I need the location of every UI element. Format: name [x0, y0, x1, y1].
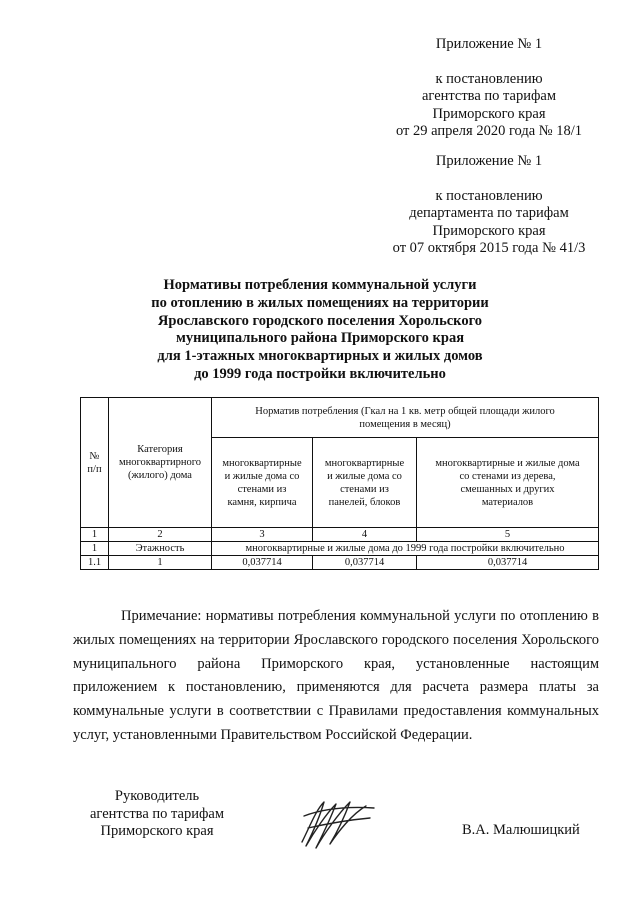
row-category-cell: 1: [109, 556, 212, 570]
column-number-cell: 2: [109, 528, 212, 542]
annex-title: Приложение № 1: [435, 36, 543, 52]
position-line: Приморского края: [100, 823, 214, 839]
column-number-cell: 5: [417, 528, 599, 542]
position-line: агентства по тарифам: [90, 805, 224, 822]
column-number-cell: 1: [81, 528, 109, 542]
title-line: для 1-этажных многоквартирных и жилых домов: [157, 348, 483, 365]
column-number-cell: 3: [212, 528, 313, 542]
annex-line: Приморского края: [432, 222, 546, 239]
title-line: до 1999 года постройки включительно: [194, 365, 446, 382]
handwritten-signature: [296, 796, 380, 856]
title-line: Ярославского городского поселения Хорольского: [157, 312, 483, 329]
annex-header-current: [380, 36, 598, 141]
signatory-position: [82, 788, 232, 841]
annex-line: к постановлению: [435, 187, 543, 204]
subheader-cell-stone-brick: многоквартирные и жилые дома со стенами из камня, кирпича: [212, 438, 313, 528]
annex-header-original: [375, 153, 603, 258]
value-cell-wood-mixed: 0,037714: [417, 556, 599, 570]
column-number-row: [81, 528, 599, 542]
subheader-cell-wood-mixed: многоквартирные и жилые дома со стенами из дерева, смешанных и других материалов: [417, 438, 599, 528]
header-cell-number: № п/п: [81, 398, 109, 528]
title-line: муниципального района Приморского края: [175, 330, 465, 347]
header-cell-norm: Норматив потребления (Гкал на 1 кв. метр общей площади жилого помещения в месяц): [212, 398, 599, 438]
table-row-section: [81, 542, 599, 556]
position-line: Руководитель: [114, 788, 200, 804]
annex-line: департамента по тарифам: [409, 205, 569, 221]
annex-line: к постановлению: [435, 70, 543, 87]
note-section: [73, 605, 599, 748]
annex-title: Приложение № 1: [435, 153, 543, 169]
signatory-name: В.А. Малюшицкий: [462, 822, 580, 838]
section-description-cell: многоквартирные и жилые дома до 1999 года постройки включительно: [212, 542, 599, 556]
value-cell-panel-block: 0,037714: [313, 556, 417, 570]
column-number-cell: 4: [313, 528, 417, 542]
annex-line: от 07 октября 2015 года № 41/3: [392, 240, 586, 256]
value-cell-stone-brick: 0,037714: [212, 556, 313, 570]
annex-line: Приморского края: [432, 105, 546, 122]
row-category-cell: Этажность: [109, 542, 212, 556]
title-line: Нормативы потребления коммунальной услуги: [163, 277, 477, 293]
annex-line: от 29 апреля 2020 года № 18/1: [395, 123, 583, 139]
annex-line: агентства по тарифам: [422, 88, 556, 104]
note-paragraph: Примечание: нормативы потребления коммунальной услуги по отоплению в жилых помещениях на территории Ярославского городского поселения Хорольского муниципального района Приморского края, установленные настоящим приложением к постановлению, применяются для расчета размера платы за коммунальные услуги в соответствии с Правилами предоставления коммунальных услуг, установленными Правительством Российской Федерации.: [73, 608, 599, 743]
row-number-cell: 1: [81, 542, 109, 556]
subheader-cell-panel-block: многоквартирные и жилые дома со стенами из панелей, блоков: [313, 438, 417, 528]
header-cell-category: Категория многоквартирного (жилого) дома: [109, 398, 212, 528]
table-row-data: [81, 556, 599, 570]
title-line: по отоплению в жилых помещениях на территории: [151, 294, 489, 311]
document-title: [60, 277, 580, 384]
row-number-cell: 1.1: [81, 556, 109, 570]
norms-table: [80, 397, 599, 570]
